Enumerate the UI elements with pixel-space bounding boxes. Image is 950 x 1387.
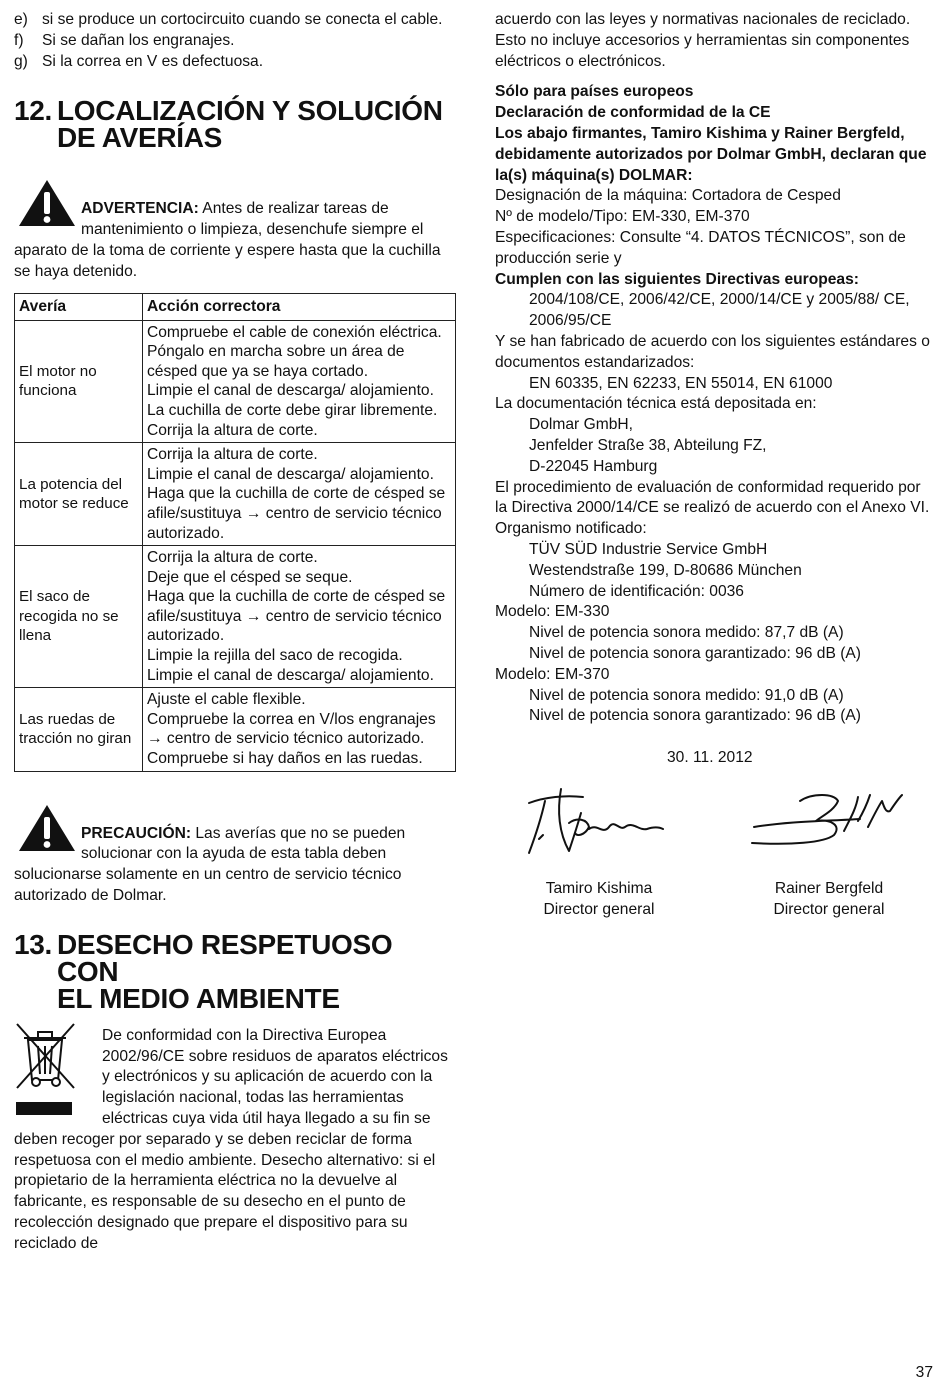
sound-guaranteed: Nivel de potencia sonora garantizado: 96 dB (A) [529, 707, 861, 725]
exclusion-paragraph: Esto no incluye accesorios y herramientas sin componentes eléctricos o electrónicos. [495, 31, 910, 70]
table-row [15, 443, 456, 546]
actions-cell [143, 320, 456, 443]
action-item: Limpie el canal de descarga/ alojamiento. [147, 666, 434, 684]
action-item: Ajuste el cable flexible. [147, 691, 306, 709]
action-item: Compruebe la correa en V/los engranajes → centro de servicio técnico autorizado. [147, 710, 436, 748]
list-key: g) [14, 52, 28, 70]
list-text: Si la correa en V es defectuosa. [42, 52, 264, 70]
actions-cell [143, 443, 456, 546]
documentation-intro: La documentación técnica está depositada en: [495, 395, 817, 413]
model-type: Nº de modelo/Tipo: EM-330, EM-370 [495, 208, 750, 226]
warning-icon [18, 179, 76, 227]
signature-kishima-icon [525, 783, 665, 863]
signatory-block [725, 879, 933, 921]
warning-label: ADVERTENCIA: [81, 200, 199, 218]
caution-text: Las averías que no se pueden solucionar con la ayuda de esta tabla deben solucionarse solamente en un centro de servicio técnico autorizado de Dolmar. [14, 824, 406, 905]
signatory-name: Tamiro Kishima [545, 879, 653, 897]
fault-cell: El saco de recogida no se llena [15, 546, 143, 688]
fault-cell: El motor no funciona [15, 320, 143, 443]
list-key: e) [14, 11, 28, 28]
action-item: Compruebe si hay daños en las ruedas. [147, 750, 423, 768]
notified-line: Número de identificación: 0036 [529, 582, 744, 600]
section-number: 12. [14, 95, 53, 127]
declaration-line: Declaración de conformidad de la CE [495, 104, 771, 122]
sound-measured: Nivel de potencia sonora medido: 87,7 dB (A) [529, 624, 844, 642]
address-line: Dolmar GmbH, [529, 416, 633, 434]
section-title-line2: DE AVERÍAS [57, 122, 223, 154]
table-row [15, 546, 456, 688]
signatory-block [495, 879, 703, 921]
signatory-name: Rainer Bergfeld [774, 879, 884, 897]
table-header-row [15, 293, 456, 320]
standards-intro: Y se han fabricado de acuerdo con los siguientes estándares o documentos estandarizados: [495, 332, 930, 371]
action-item: Corrija la altura de corte. [147, 446, 318, 464]
table-row [15, 320, 456, 443]
action-item: Haga que la cuchilla de corte de césped se afile/sustituya → centro de servicio técnico autorizado. [147, 588, 446, 645]
action-item: Haga que la cuchilla de corte de césped se afile/sustituya → centro de servicio técnico autorizado. [147, 485, 446, 542]
model-label: Modelo: EM-370 [495, 665, 610, 683]
section-13-heading [14, 928, 457, 1014]
fault-cell: La potencia del motor se reduce [15, 443, 143, 546]
action-item: Deje que el césped se seque. [147, 568, 353, 586]
signature-date: 30. 11. 2012 [667, 749, 753, 767]
specifications: Especificaciones: Consulte “4. DATOS TÉCNICOS”, son de producción serie y [495, 228, 906, 267]
caution-paragraph [14, 824, 457, 907]
crossed-bin-icon [14, 1022, 78, 1117]
warning-paragraph [14, 199, 457, 282]
col-fault-header: Avería [15, 293, 143, 320]
signature-bergfeld-icon [750, 791, 910, 851]
list-key: f) [14, 31, 24, 49]
section-number: 13. [14, 928, 53, 960]
action-item: Limpie la rejilla del saco de recogida. [147, 647, 403, 665]
declaration-line: Los abajo firmantes, Tamiro Kishima y Rainer Bergfeld, debidamente autorizados por Dolmar GmbH, declaran que la(s) máquina(s) DOLMAR: [495, 124, 927, 184]
list-item [14, 31, 457, 52]
disposal-paragraph [14, 1026, 457, 1255]
directives-heading: Cumplen con las siguientes Directivas europeas: [495, 270, 859, 288]
section-title-line1: LOCALIZACIÓN Y SOLUCIÓN [57, 95, 443, 127]
action-item: Corrija la altura de corte. [147, 421, 318, 439]
signature-area [495, 769, 935, 969]
section-title-line1: DESECHO RESPETUOSO CON [57, 928, 393, 987]
action-item: Limpie el canal de descarga/ alojamiento. [147, 465, 434, 483]
caution-icon [18, 804, 76, 852]
col-action-header: Acción correctora [143, 293, 456, 320]
address-line: Jenfelder Straße 38, Abteilung FZ, [529, 436, 767, 454]
left-column [14, 10, 457, 1255]
notified-line: Westendstraße 199, D-80686 München [529, 561, 802, 579]
actions-cell [143, 688, 456, 771]
directives-list: 2004/108/CE, 2006/42/CE, 2000/14/CE y 2005/88/ CE, 2006/95/CE [529, 291, 910, 330]
action-item: Corrija la altura de corte. [147, 549, 318, 567]
fault-cell: Las ruedas de tracción no giran [15, 688, 143, 771]
action-item: Compruebe el cable de conexión eléctrica. [147, 323, 442, 341]
troubleshooting-table [14, 293, 456, 772]
list-text: Si se dañan los engranajes. [42, 31, 235, 49]
right-column [495, 10, 935, 969]
sound-guaranteed: Nivel de potencia sonora garantizado: 96 dB (A) [529, 644, 861, 662]
caution-label: PRECAUCIÓN: [81, 824, 192, 842]
action-item: Limpie el canal de descarga/ alojamiento. La cuchilla de corte debe girar libremente. [147, 382, 438, 419]
warning-text: Antes de realizar tareas de mantenimiento o limpieza, desenchufe siempre el aparato de la toma de corriente y espere hasta que la cuchilla se haya detenido. [14, 200, 441, 280]
table-row [15, 688, 456, 771]
model-label: Modelo: EM-330 [495, 603, 610, 621]
section-title-line2: EL MEDIO AMBIENTE [57, 982, 340, 1014]
signatory-role: Director general [543, 900, 655, 918]
notified-line: TÜV SÜD Industrie Service GmbH [529, 540, 768, 558]
signatory-role: Director general [773, 900, 885, 918]
action-item: Póngalo en marcha sobre un área de césped que ya se haya cortado. [147, 343, 405, 380]
disposal-text: De conformidad con la Directiva Europea 2002/96/CE sobre residuos de aparatos eléctricos y electrónicos y su aplicación de acuerdo con la legislación nacional, todas las herramientas eléctricas cuya vida útil haya llegado a su fin se deben recoger por separado y se deben reciclar de forma respetuosa con el medio ambiente. Desecho alternativo: si el propietario de la herramienta eléctrica no la devuelve al fabricante, es responsable de su desecho en el punto de recolección designado que prepare el dispositivo para su reciclado de [14, 1026, 448, 1252]
procedure-paragraph: El procedimiento de evaluación de conformidad requerido por la Directiva 2000/14/CE se realizó de acuerdo con el Anexo VI. [495, 478, 930, 517]
address-line: D-22045 Hamburg [529, 457, 658, 475]
list-item [14, 10, 457, 31]
declaration-line: Sólo para países europeos [495, 83, 694, 101]
sound-measured: Nivel de potencia sonora medido: 91,0 dB (A) [529, 686, 844, 704]
recycling-paragraph: acuerdo con las leyes y normativas nacionales de reciclado. [495, 11, 911, 28]
page-number: 37 [915, 1364, 933, 1381]
list-item [14, 52, 457, 73]
designation: Designación de la máquina: Cortadora de Cesped [495, 187, 841, 205]
actions-cell [143, 546, 456, 688]
notified-intro: Organismo notificado: [495, 520, 647, 538]
section-12-heading [14, 95, 457, 154]
standards-list: EN 60335, EN 62233, EN 55014, EN 61000 [529, 374, 833, 392]
declaration-heading [495, 82, 935, 186]
list-text: si se produce un cortocircuito cuando se conecta el cable. [42, 11, 443, 28]
